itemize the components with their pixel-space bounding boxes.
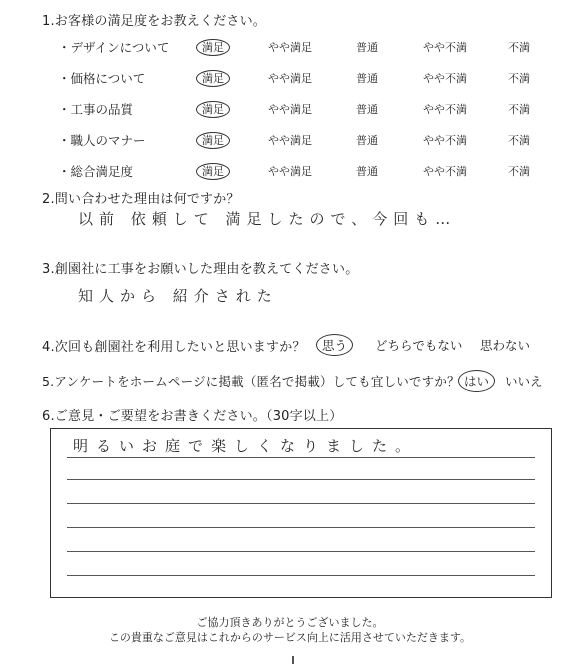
footer-thanks: ご協力頂きありがとうございました。 xyxy=(196,616,384,629)
q5-option-no[interactable]: いいえ xyxy=(505,374,543,389)
q1-option[interactable] xyxy=(410,101,480,117)
q1-option-label: やや満足 xyxy=(268,41,312,54)
q1-option-label: 普通 xyxy=(356,41,378,54)
q1-option[interactable] xyxy=(484,70,554,86)
writing-line xyxy=(67,551,535,552)
q1-option-label: 普通 xyxy=(356,72,378,85)
q3-title: 3.創園社に工事をお願いした理由を教えてください。 xyxy=(42,262,359,277)
q4-option-yes[interactable]: 思う xyxy=(316,334,353,356)
footer-note: この貴重なご意見はこれからのサービス向上に活用させていただきます。 xyxy=(108,631,472,644)
q1-option-label: 不満 xyxy=(508,134,530,147)
q1-option-label: やや満足 xyxy=(268,72,312,85)
q1-option-label: 不満 xyxy=(508,103,530,116)
q6-handwritten-answer: 明るいお庭で楽しくなりました。 xyxy=(73,437,419,455)
q1-option[interactable] xyxy=(484,163,554,179)
writing-line xyxy=(67,503,535,504)
q1-option-selected-label: 満足 xyxy=(196,39,230,56)
q1-option[interactable] xyxy=(332,39,402,55)
q1-option-label: やや満足 xyxy=(268,165,312,178)
q1-option-label: 普通 xyxy=(356,165,378,178)
writing-line xyxy=(67,457,535,458)
writing-line xyxy=(67,575,535,576)
writing-line xyxy=(67,479,535,480)
q4-title: 4.次回も創園社を利用したいと思いますか？ xyxy=(42,340,306,355)
q1-option[interactable] xyxy=(410,132,480,148)
q1-option[interactable] xyxy=(410,39,480,55)
q4-option-no[interactable]: 思わない xyxy=(480,338,531,353)
q2-handwritten-answer: 以前 依頼して 満足したので、今回も… xyxy=(78,210,457,228)
q1-option[interactable] xyxy=(178,39,248,55)
q1-option-label: やや満足 xyxy=(268,103,312,116)
writing-line xyxy=(67,527,535,528)
q5-title: 5.アンケートをホームページに掲載（匿名で掲載）しても宜しいですか？ xyxy=(42,374,460,389)
q1-option[interactable] xyxy=(178,132,248,148)
q1-option-selected-label: 満足 xyxy=(196,132,230,149)
q1-row-label: ・デザインについて xyxy=(58,40,170,55)
q1-option-label: 不満 xyxy=(508,41,530,54)
q1-option-selected-label: 満足 xyxy=(196,70,230,87)
q1-option-label: やや満足 xyxy=(268,134,312,147)
q1-option[interactable] xyxy=(484,132,554,148)
q1-row-label: ・職人のマナー xyxy=(58,133,146,148)
q1-option-label: 普通 xyxy=(356,103,378,116)
q1-row-label: ・工事の品質 xyxy=(58,102,134,117)
q1-option[interactable] xyxy=(178,70,248,86)
q1-option[interactable] xyxy=(332,132,402,148)
comment-box[interactable] xyxy=(50,428,552,598)
q1-title: 1.お客様の満足度をお教えください。 xyxy=(42,14,267,29)
q1-option[interactable] xyxy=(484,39,554,55)
q1-option[interactable] xyxy=(484,101,554,117)
q1-row-label: ・価格について xyxy=(58,71,146,86)
q6-title: 6.ご意見・ご要望をお書きください。（30字以上） xyxy=(42,409,343,424)
q1-option-selected-label: 満足 xyxy=(196,101,230,118)
q1-option[interactable] xyxy=(178,101,248,117)
scan-mark xyxy=(292,656,294,664)
q1-option-label: やや不満 xyxy=(423,165,467,178)
q1-row-label: ・総合満足度 xyxy=(58,164,134,179)
q2-title: 2.問い合わせた理由は何ですか？ xyxy=(42,192,240,207)
q1-option[interactable] xyxy=(332,101,402,117)
q1-option[interactable] xyxy=(255,163,325,179)
q4-option-neutral[interactable]: どちらでもない xyxy=(375,338,463,353)
q1-option-label: やや不満 xyxy=(423,41,467,54)
q1-option-label: やや不満 xyxy=(423,134,467,147)
q1-option-label: やや不満 xyxy=(423,72,467,85)
q1-option[interactable] xyxy=(332,70,402,86)
q1-option[interactable] xyxy=(410,70,480,86)
q1-option-label: 普通 xyxy=(356,134,378,147)
q1-option[interactable] xyxy=(255,39,325,55)
q1-option-selected-label: 満足 xyxy=(196,163,230,180)
q1-option[interactable] xyxy=(255,132,325,148)
q1-option-label: 不満 xyxy=(508,72,530,85)
q1-option[interactable] xyxy=(410,163,480,179)
q1-option[interactable] xyxy=(332,163,402,179)
q1-option[interactable] xyxy=(255,101,325,117)
q3-handwritten-answer: 知人から 紹介された xyxy=(78,287,278,305)
q1-option-label: やや不満 xyxy=(423,103,467,116)
q1-option[interactable] xyxy=(178,163,248,179)
q1-option-label: 不満 xyxy=(508,165,530,178)
q5-option-yes[interactable]: はい xyxy=(458,370,495,392)
q1-option[interactable] xyxy=(255,70,325,86)
